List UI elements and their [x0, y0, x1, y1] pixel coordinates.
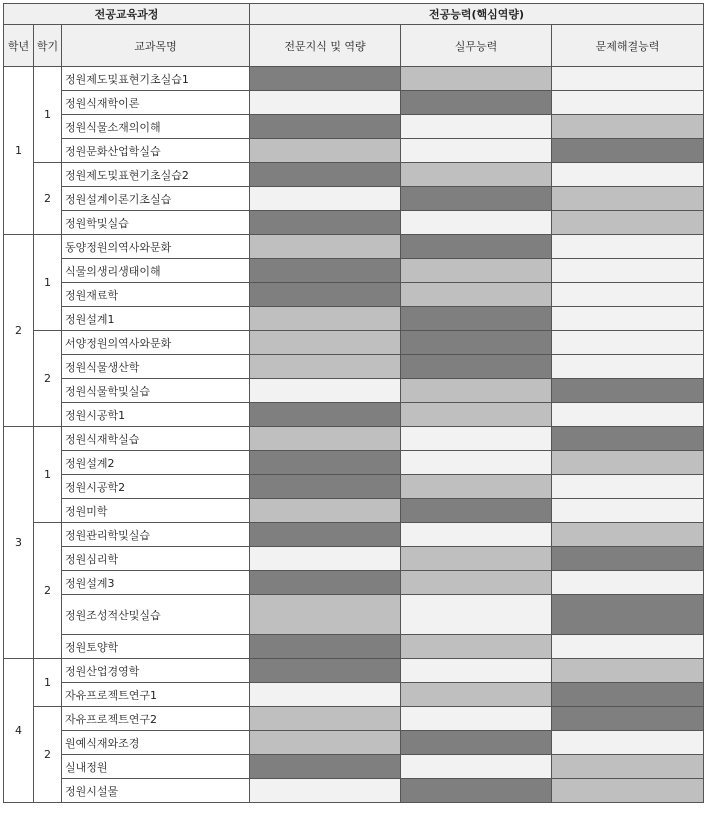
competency-level-cell [401, 779, 552, 803]
semester-cell: 2 [34, 331, 62, 427]
table-body [4, 67, 704, 803]
competency-level-cell [250, 235, 401, 259]
competency-level-cell [401, 307, 552, 331]
competency-level-cell [250, 427, 401, 451]
competency-level-cell [552, 307, 704, 331]
competency-level-cell [552, 403, 704, 427]
competency-level-cell [250, 67, 401, 91]
competency-level-cell [401, 187, 552, 211]
year-cell: 4 [4, 659, 34, 803]
competency-column-header: 실무능력 [401, 25, 552, 67]
competency-level-cell [401, 355, 552, 379]
table-row [4, 235, 704, 259]
table-row [4, 355, 704, 379]
course-name-cell: 정원조성적산및실습 [62, 595, 250, 635]
competency-level-cell [552, 211, 704, 235]
competency-level-cell [401, 259, 552, 283]
semester-cell: 2 [34, 523, 62, 659]
course-name-cell: 동양정원의역사와문화 [62, 235, 250, 259]
competency-level-cell [401, 523, 552, 547]
table-row [4, 163, 704, 187]
table-row [4, 115, 704, 139]
course-name-cell: 정원심리학 [62, 547, 250, 571]
course-name-cell: 정원시설물 [62, 779, 250, 803]
competency-level-cell [552, 571, 704, 595]
semester-cell: 1 [34, 67, 62, 163]
course-name-cell: 정원식물소재의이해 [62, 115, 250, 139]
competency-level-cell [401, 659, 552, 683]
course-name-cell: 정원시공학1 [62, 403, 250, 427]
table-row [4, 523, 704, 547]
semester-cell: 2 [34, 707, 62, 803]
course-name-cell: 정원설계2 [62, 451, 250, 475]
competency-level-cell [250, 499, 401, 523]
competency-level-cell [250, 115, 401, 139]
competency-level-cell [552, 683, 704, 707]
table-row [4, 595, 704, 635]
table-row [4, 403, 704, 427]
competency-level-cell [250, 403, 401, 427]
table-row [4, 139, 704, 163]
competency-level-cell [250, 163, 401, 187]
competency-level-cell [401, 211, 552, 235]
competency-level-cell [401, 235, 552, 259]
table-row [4, 707, 704, 731]
competency-level-cell [250, 187, 401, 211]
competency-level-cell [250, 91, 401, 115]
course-name-cell: 정원제도및표현기초실습2 [62, 163, 250, 187]
course-name-cell: 정원관리학및실습 [62, 523, 250, 547]
competency-column-header: 전문지식 및 역량 [250, 25, 401, 67]
course-name-cell: 정원설계이론기초실습 [62, 187, 250, 211]
competency-level-cell [401, 115, 552, 139]
curriculum-competency-table [3, 3, 704, 803]
competency-level-cell [552, 379, 704, 403]
competency-level-cell [552, 707, 704, 731]
course-name-cell: 정원시공학2 [62, 475, 250, 499]
table-row [4, 547, 704, 571]
competency-level-cell [401, 683, 552, 707]
competency-level-cell [552, 163, 704, 187]
competency-level-cell [401, 731, 552, 755]
competency-level-cell [552, 635, 704, 659]
course-name-cell: 정원재료학 [62, 283, 250, 307]
competency-level-cell [552, 451, 704, 475]
competency-level-cell [401, 707, 552, 731]
competency-level-cell [401, 475, 552, 499]
table-row [4, 731, 704, 755]
table-row [4, 683, 704, 707]
course-name-cell: 정원미학 [62, 499, 250, 523]
competency-level-cell [552, 779, 704, 803]
competency-level-cell [401, 451, 552, 475]
competency-level-cell [552, 595, 704, 635]
course-name-cell: 정원설계1 [62, 307, 250, 331]
competency-level-cell [250, 475, 401, 499]
year-header: 학년 [4, 25, 34, 67]
competency-level-cell [552, 499, 704, 523]
table-row [4, 331, 704, 355]
competency-level-cell [401, 331, 552, 355]
competency-level-cell [552, 235, 704, 259]
competency-level-cell [250, 595, 401, 635]
competency-level-cell [250, 731, 401, 755]
competency-level-cell [552, 475, 704, 499]
semester-header: 학기 [34, 25, 62, 67]
competency-level-cell [401, 571, 552, 595]
competency-level-cell [250, 379, 401, 403]
curriculum-header: 전공교육과정 [4, 4, 250, 25]
table-row [4, 659, 704, 683]
competency-level-cell [250, 283, 401, 307]
competency-level-cell [250, 547, 401, 571]
course-name-cell: 식물의생리생태이해 [62, 259, 250, 283]
table-row [4, 755, 704, 779]
competency-level-cell [250, 523, 401, 547]
table-row [4, 499, 704, 523]
competency-level-cell [250, 571, 401, 595]
competency-level-cell [401, 91, 552, 115]
competency-level-cell [552, 331, 704, 355]
course-name-cell: 정원식재학이론 [62, 91, 250, 115]
table-row [4, 211, 704, 235]
table-row [4, 779, 704, 803]
competency-level-cell [401, 635, 552, 659]
competency-level-cell [250, 139, 401, 163]
competency-column-header: 문제해결능력 [552, 25, 704, 67]
competency-level-cell [552, 187, 704, 211]
table-row [4, 475, 704, 499]
competency-level-cell [401, 595, 552, 635]
course-name-cell: 정원제도및표현기초실습1 [62, 67, 250, 91]
course-name-header: 교과목명 [62, 25, 250, 67]
course-name-cell: 서양정원의역사와문화 [62, 331, 250, 355]
course-name-cell: 정원문화산업학실습 [62, 139, 250, 163]
competency-level-cell [401, 163, 552, 187]
competency-level-cell [552, 355, 704, 379]
competency-level-cell [250, 307, 401, 331]
course-name-cell: 자유프로젝트연구2 [62, 707, 250, 731]
table-row [4, 307, 704, 331]
table-row [4, 187, 704, 211]
table-row [4, 451, 704, 475]
competency-level-cell [401, 139, 552, 163]
table-row [4, 379, 704, 403]
competency-level-cell [250, 451, 401, 475]
competency-level-cell [250, 779, 401, 803]
course-name-cell: 정원산업경영학 [62, 659, 250, 683]
course-name-cell: 자유프로젝트연구1 [62, 683, 250, 707]
competency-level-cell [401, 379, 552, 403]
competency-level-cell [552, 755, 704, 779]
table-row [4, 67, 704, 91]
semester-cell: 2 [34, 163, 62, 235]
competency-level-cell [552, 283, 704, 307]
course-name-cell: 정원토양학 [62, 635, 250, 659]
table-row [4, 427, 704, 451]
competency-level-cell [250, 259, 401, 283]
table-row [4, 259, 704, 283]
course-name-cell: 정원설계3 [62, 571, 250, 595]
course-name-cell: 원예식재와조경 [62, 731, 250, 755]
semester-cell: 1 [34, 235, 62, 331]
year-cell: 2 [4, 235, 34, 427]
competency-level-cell [250, 635, 401, 659]
competency-level-cell [552, 139, 704, 163]
competency-level-cell [401, 67, 552, 91]
competency-level-cell [552, 67, 704, 91]
competency-header: 전공능력(핵심역량) [250, 4, 704, 25]
competency-level-cell [250, 707, 401, 731]
table-row [4, 283, 704, 307]
competency-level-cell [401, 755, 552, 779]
competency-level-cell [401, 547, 552, 571]
competency-level-cell [552, 115, 704, 139]
competency-level-cell [552, 547, 704, 571]
competency-level-cell [552, 659, 704, 683]
competency-level-cell [250, 755, 401, 779]
semester-cell: 1 [34, 427, 62, 523]
table-row [4, 91, 704, 115]
competency-level-cell [250, 355, 401, 379]
course-name-cell: 실내정원 [62, 755, 250, 779]
competency-level-cell [250, 211, 401, 235]
competency-level-cell [552, 523, 704, 547]
competency-level-cell [552, 259, 704, 283]
competency-level-cell [552, 427, 704, 451]
table-row [4, 635, 704, 659]
competency-level-cell [401, 499, 552, 523]
course-name-cell: 정원식물학및실습 [62, 379, 250, 403]
competency-level-cell [250, 683, 401, 707]
course-name-cell: 정원식물생산학 [62, 355, 250, 379]
course-name-cell: 정원식재학실습 [62, 427, 250, 451]
year-cell: 1 [4, 67, 34, 235]
competency-level-cell [552, 91, 704, 115]
competency-level-cell [250, 659, 401, 683]
competency-level-cell [401, 403, 552, 427]
competency-level-cell [401, 427, 552, 451]
competency-level-cell [401, 283, 552, 307]
competency-level-cell [250, 331, 401, 355]
course-name-cell: 정원학및실습 [62, 211, 250, 235]
competency-level-cell [552, 731, 704, 755]
semester-cell: 1 [34, 659, 62, 707]
table-row [4, 571, 704, 595]
year-cell: 3 [4, 427, 34, 659]
